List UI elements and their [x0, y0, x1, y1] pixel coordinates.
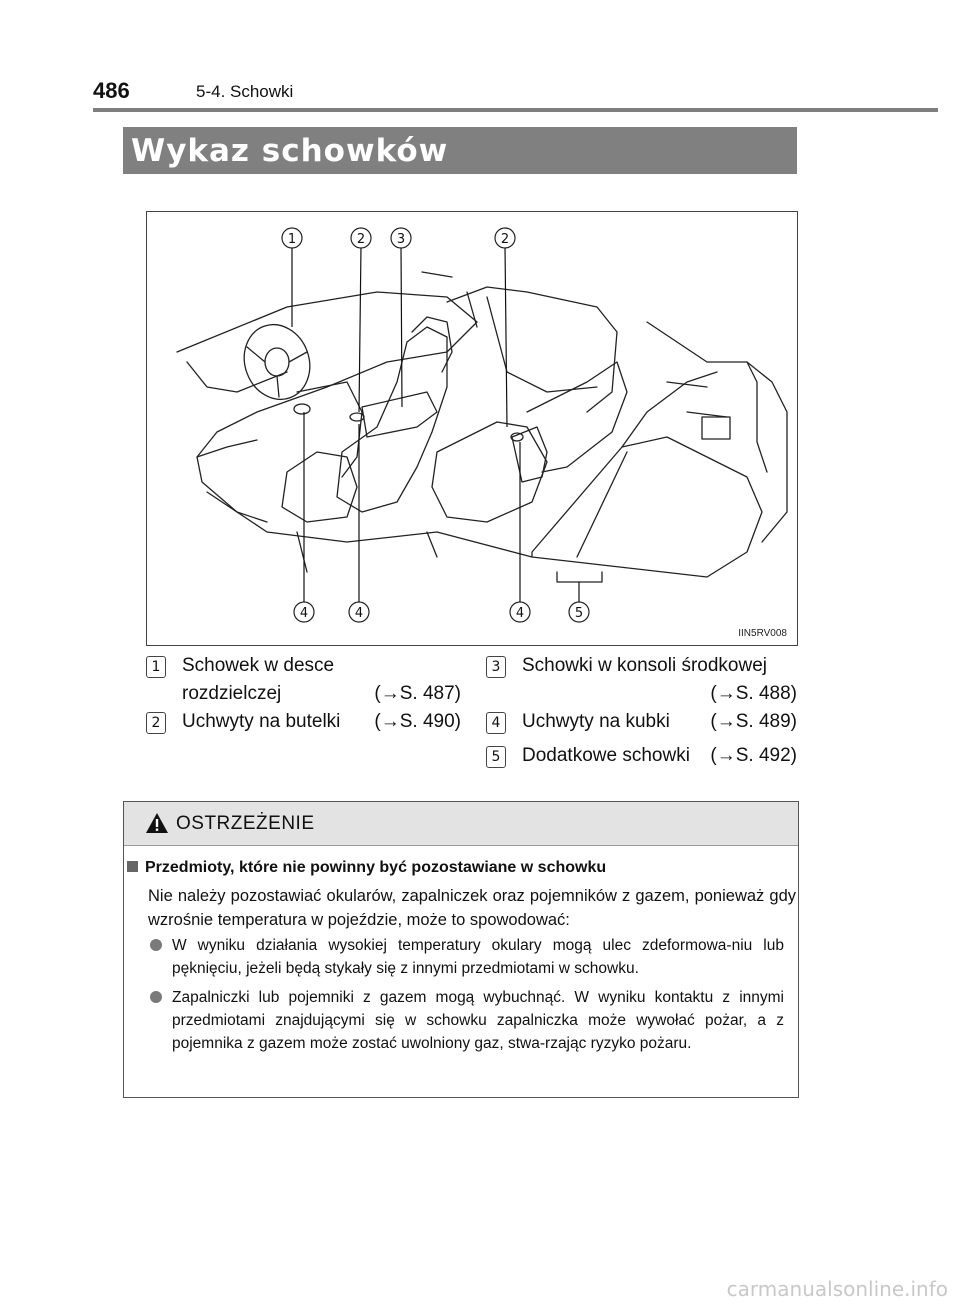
callout-label: 2 [356, 232, 366, 247]
warning-bullet-1 [150, 934, 784, 982]
legend-label: Uchwyty na butelki [182, 711, 341, 732]
legend-item-1 [146, 652, 461, 712]
interior-illustration [146, 211, 798, 646]
legend-label: Uchwyty na kubki [522, 711, 670, 732]
legend-label-cont: rozdzielczej [182, 683, 282, 704]
legend-item-4 [486, 708, 797, 738]
square-bullet-icon [127, 861, 138, 872]
warning-heading-text: Przedmioty, które nie powinny być pozostawiane w schowku [145, 859, 607, 876]
legend-ref: (→S. 488) [710, 683, 797, 704]
bullet-dot-icon [150, 991, 162, 1003]
callout-label: 4 [515, 606, 525, 621]
warning-bullet-2 [150, 986, 784, 1082]
legend-label: Dodatkowe schowki [522, 745, 690, 766]
legend-label: Schowki w konsoli środkowej [522, 655, 767, 676]
callout-label: 3 [396, 232, 406, 247]
warning-box [123, 801, 799, 1098]
legend-number: 3 [486, 656, 506, 678]
legend-ref: (→S. 490) [374, 711, 461, 732]
car-interior-drawing [147, 212, 797, 645]
warning-intro: Nie należy pozostawiać okularów, zapalniczek oraz pojemników z gazem, ponieważ gdy wzrośnie temperatura w pojeździe, może to spowodować: [148, 887, 796, 929]
legend-number: 5 [486, 746, 506, 768]
warning-title: OSTRZEŻENIE [176, 813, 315, 834]
legend-ref: (→S. 487) [374, 683, 461, 704]
watermark: carmanualsonline.info [726, 1277, 948, 1301]
figure-code: IIN5RV008 [738, 628, 787, 639]
bullet-text: W wyniku działania wysokiej temperatury okulary mogą ulec zdeformowa-niu lub pęknięciu, jeżeli będą stykały się z innymi przedmiotami w schowku. [172, 937, 784, 977]
warning-heading [127, 859, 606, 877]
bullet-dot-icon [150, 939, 162, 951]
legend-number: 2 [146, 712, 166, 734]
callout-label: 2 [500, 232, 510, 247]
page-title: Wykaz schowków [131, 133, 449, 169]
legend-item-3 [486, 652, 797, 712]
warning-triangle-icon [145, 812, 169, 834]
legend-ref: (→S. 492) [710, 745, 797, 766]
legend-item-2 [146, 708, 461, 738]
callout-label: 4 [299, 606, 309, 621]
legend-item-5 [486, 742, 797, 772]
page-number: 486 [93, 78, 130, 103]
legend-number: 4 [486, 712, 506, 734]
legend-ref: (→S. 489) [710, 711, 797, 732]
header-rule [93, 108, 938, 112]
callout-label: 1 [287, 232, 297, 247]
callout-label: 5 [574, 606, 584, 621]
legend-label: Schowek w desce [182, 655, 335, 676]
section-title: 5-4. Schowki [196, 82, 294, 101]
title-bar [123, 127, 797, 174]
callout-label: 4 [354, 606, 364, 621]
bullet-text: Zapalniczki lub pojemniki z gazem mogą wybuchnąć. W wyniku kontaktu z innymi przedmiotami znajdującymi się w schowku zapalniczka może wywołać pożar, a z pojemnika z gazem może zostać uwolniony gaz, stwa-rzając ryzyko pożaru. [172, 989, 784, 1052]
warning-header [124, 802, 798, 846]
legend-number: 1 [146, 656, 166, 678]
